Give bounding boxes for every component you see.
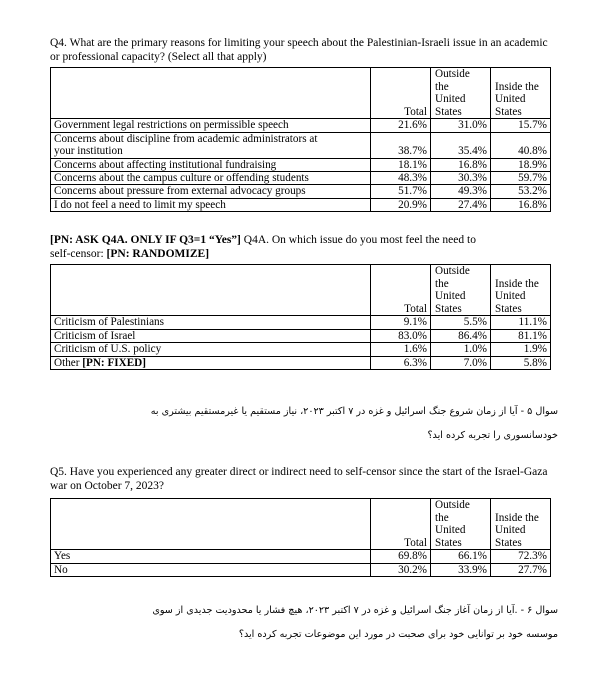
outside-value: 1.0% <box>431 343 491 356</box>
header-inside-us: Inside the United States <box>491 499 551 550</box>
pn-randomize: [PN: RANDOMIZE] <box>106 247 210 260</box>
table-row <box>51 185 551 198</box>
table-row <box>51 343 551 356</box>
table-row <box>51 563 551 576</box>
table-header-row <box>51 68 551 119</box>
total-value: 20.9% <box>371 198 431 211</box>
outside-value: 33.9% <box>431 563 491 576</box>
inside-value: 18.9% <box>491 158 551 171</box>
pn-fixed: [PN: FIXED] <box>82 356 146 369</box>
outside-value: 35.4% <box>431 132 491 158</box>
q5-table <box>50 498 551 577</box>
total-value: 1.6% <box>371 343 431 356</box>
q6-persian-question: سوال ۶ - .آیا از زمان آغاز جنگ اسرائیل و غزه در ۷ اکتبر ۲۰۲۳، هیچ فشار یا محدودیت جدیدی از سوی موسسه خود بر توانایی خود برای صحبت در مورد این موضوعات تجربه کرده اید؟ <box>152 605 558 640</box>
header-total: Total <box>371 68 431 119</box>
row-label: No <box>51 563 371 576</box>
outside-value: 16.8% <box>431 158 491 171</box>
inside-value: 72.3% <box>491 550 551 563</box>
total-value: 6.3% <box>371 356 431 369</box>
table-row <box>51 316 551 329</box>
inside-value: 15.7% <box>491 119 551 132</box>
outside-value: 30.3% <box>431 172 491 185</box>
header-outside-us: Outside the United States <box>431 68 491 119</box>
row-label: Criticism of Palestinians <box>51 316 371 329</box>
total-value: 83.0% <box>371 329 431 342</box>
table-row <box>51 172 551 185</box>
outside-value: 66.1% <box>431 550 491 563</box>
inside-value: 27.7% <box>491 563 551 576</box>
pn-instruction: [PN: ASK Q4A. ONLY IF Q3=1 “Yes”] <box>50 234 241 246</box>
q4-question: Q4. What are the primary reasons for limiting your speech about the Palestinian-Israeli issue in an academic or professional capacity? (Select all that apply) <box>50 37 548 63</box>
q4-table <box>50 67 551 212</box>
outside-value: 86.4% <box>431 329 491 342</box>
q4a-question-text-2: self-censor: <box>50 247 107 260</box>
row-label: Concerns about affecting institutional fundraising <box>51 158 371 171</box>
table-header-row <box>51 499 551 550</box>
row-label: Criticism of U.S. policy <box>51 343 371 356</box>
table-row <box>51 198 551 211</box>
row-label: Yes <box>51 550 371 563</box>
total-value: 48.3% <box>371 172 431 185</box>
header-total: Total <box>371 265 431 316</box>
total-value: 30.2% <box>371 563 431 576</box>
total-value: 9.1% <box>371 316 431 329</box>
header-outside-us: Outside the United States <box>431 265 491 316</box>
header-total: Total <box>371 499 431 550</box>
total-value: 21.6% <box>371 119 431 132</box>
q4a-table <box>50 264 551 370</box>
inside-value: 1.9% <box>491 343 551 356</box>
table-row <box>51 119 551 132</box>
total-value: 18.1% <box>371 158 431 171</box>
total-value: 38.7% <box>371 132 431 158</box>
outside-value: 5.5% <box>431 316 491 329</box>
row-label: Concerns about discipline from academic administrators at your institution <box>51 132 371 158</box>
inside-value: 59.7% <box>491 172 551 185</box>
row-label: Government legal restrictions on permissible speech <box>51 119 371 132</box>
outside-value: 7.0% <box>431 356 491 369</box>
table-row <box>51 356 551 369</box>
outside-value: 31.0% <box>431 119 491 132</box>
q4a-question-text: Q4A. On which issue do you most feel the need to <box>240 234 476 246</box>
q5-persian-question: سوال ۵ - آیا از زمان شروع جنگ اسرائیل و غزه در ۷ اکتبر ۲۰۲۳، نیاز مستقیم یا غیرمستقیم بیشتری به خودسانسوری را تجربه کرده اید؟ <box>150 406 558 441</box>
outside-value: 49.3% <box>431 185 491 198</box>
table-row <box>51 329 551 342</box>
inside-value: 11.1% <box>491 316 551 329</box>
total-value: 51.7% <box>371 185 431 198</box>
header-inside-us: Inside the United States <box>491 265 551 316</box>
row-label: Criticism of Israel <box>51 329 371 342</box>
outside-value: 27.4% <box>431 198 491 211</box>
q4a-question <box>50 234 560 261</box>
inside-value: 16.8% <box>491 198 551 211</box>
header-outside-us: Outside the United States <box>431 499 491 550</box>
q5-question: Q5. Have you experienced any greater direct or indirect need to self-censor since the start of the Israel-Gaza war on October 7, 2023? <box>50 466 548 492</box>
row-label: Concerns about the campus culture or offending students <box>51 172 371 185</box>
inside-value: 40.8% <box>491 132 551 158</box>
inside-value: 53.2% <box>491 185 551 198</box>
header-inside-us: Inside the United States <box>491 68 551 119</box>
table-row <box>51 550 551 563</box>
table-row <box>51 132 551 158</box>
total-value: 69.8% <box>371 550 431 563</box>
row-label: Other [PN: FIXED] <box>51 356 371 369</box>
row-label: I do not feel a need to limit my speech <box>51 198 371 211</box>
inside-value: 81.1% <box>491 329 551 342</box>
table-row <box>51 158 551 171</box>
inside-value: 5.8% <box>491 356 551 369</box>
table-header-row <box>51 265 551 316</box>
row-label: Concerns about pressure from external advocacy groups <box>51 185 371 198</box>
